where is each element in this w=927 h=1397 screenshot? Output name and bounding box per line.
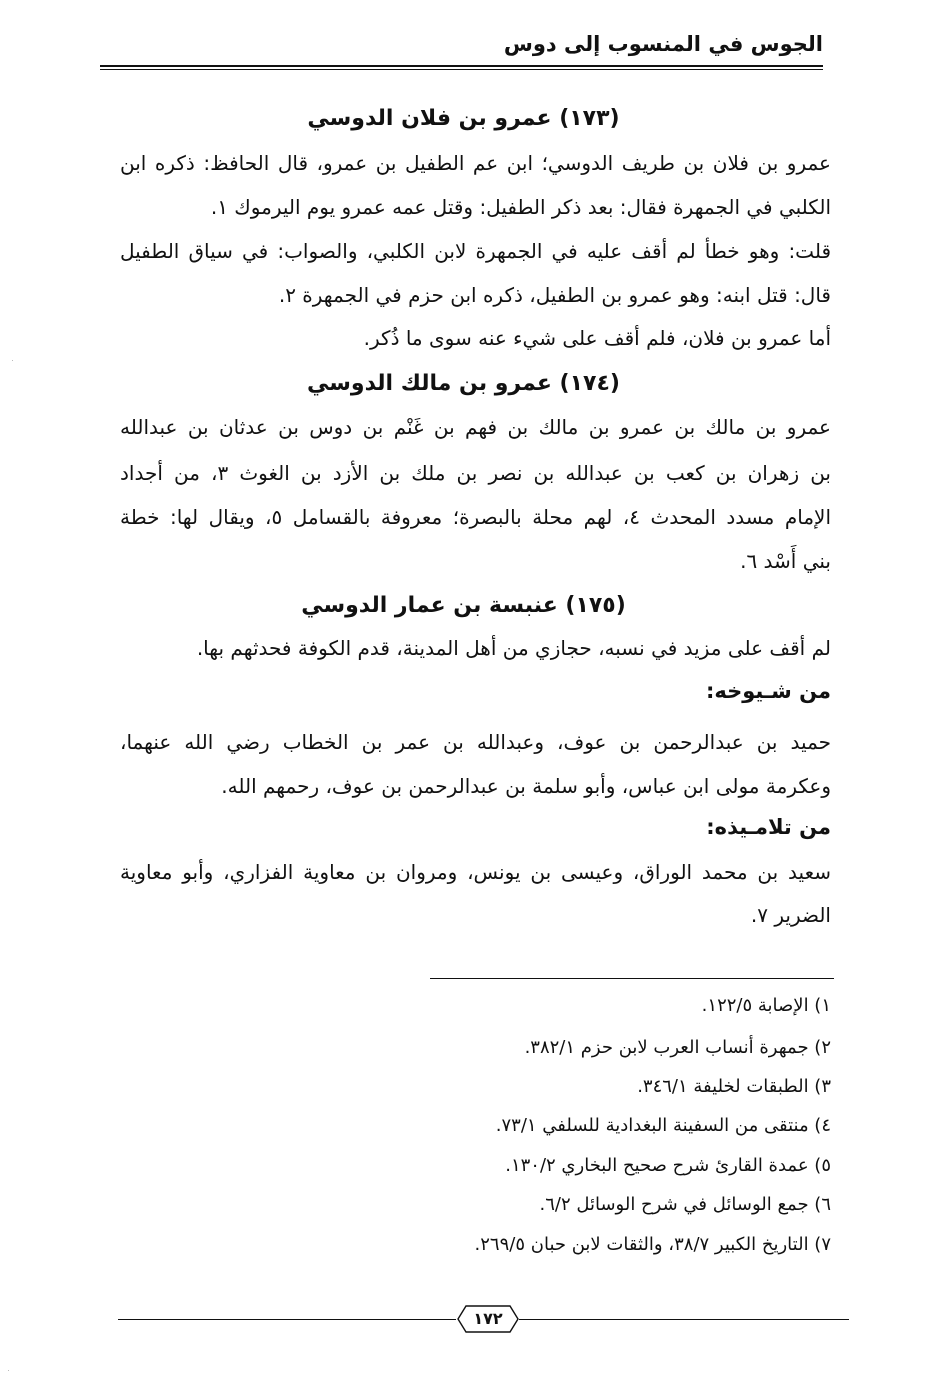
page-number: ١٧٢	[473, 1309, 503, 1328]
entry-174-line-2: بن زهران بن كعب بن عبدالله بن نصر بن ملك بن الأزد بن الغوث ٣، من أجداد	[120, 461, 831, 485]
entry-175-intro: لم أقف على مزيد في نسبه، حجازي من أهل المدينة، قدم الكوفة فحدثهم بها.	[196, 636, 831, 660]
teachers-label: من شـيوخه:	[705, 679, 831, 703]
entry-174-line-4: بني أَسْد ٦.	[740, 549, 831, 573]
entry-174-line-1: عمرو بن مالك بن عمرو بن مالك بن فهم بن غَنْم بن دوس بن عدثان بن عبدالله	[120, 415, 831, 439]
entry-173-line-5: أما عمرو بن فلان، فلم أقف على شيء عنه سوى ما ذُكر.	[363, 326, 831, 350]
header-rule-thin	[100, 69, 823, 70]
entry-173-line-2: الكلبي في الجمهرة فقال: بعد ذكر الطفيل: وقتل عمه عمرو يوم اليرموك ١.	[210, 195, 831, 219]
footnote-3: ٣) الطبقات لخليفة ٣٤٦/١.	[637, 1076, 831, 1097]
footnote-4: ٤) منتقى من السفينة البغدادية للسلفي ٧٣/١.	[495, 1115, 831, 1136]
entry-173-line-3: قلت: وهو خطأ لم أقف عليه في الجمهرة لابن الكلبي، والصواب: في سياق الطفيل	[120, 239, 831, 263]
scan-speck	[8, 1370, 9, 1371]
footnote-separator	[430, 978, 834, 979]
entry-173-line-4: قال: قتل ابنه: وهو عمرو بن الطفيل، ذكره ابن حزم في الجمهرة ٢.	[278, 283, 831, 307]
entry-174-line-3: الإمام مسدد المحدث ٤، لهم محلة بالبصرة؛ معروفة بالقسامل ٥، ويقال لها: خطة	[120, 505, 831, 529]
footnote-6: ٦) جمع الوسائل في شرح الوسائل ٦/٢.	[539, 1194, 831, 1215]
teachers-line-2: وعكرمة مولى ابن عباس، وأبو سلمة بن عبدالرحمن بن عوف، رحمهم الله.	[221, 774, 831, 798]
entry-heading-173: (١٧٣) عمرو بن فلان الدوسي	[307, 106, 620, 131]
students-line-1: سعيد بن محمد الوراق، وعيسى بن يونس، ومروان بن معاوية الفزاري، وأبو معاوية	[120, 860, 831, 884]
entry-173-line-1: عمرو بن فلان بن طريف الدوسي؛ ابن عم الطفيل بن عمرو، قال الحافظ: ذكره ابن	[120, 151, 831, 175]
header-rule-thick	[100, 65, 823, 67]
footer-rule-right	[519, 1319, 849, 1320]
students-line-2: الضرير ٧.	[750, 903, 831, 927]
teachers-line-1: حميد بن عبدالرحمن بن عوف، وعبدالله بن عمر بن الخطاب رضي الله عنهما،	[120, 730, 831, 754]
footnote-7: ٧) التاريخ الكبير ٣٨/٧، والثقات لابن حبان ٢٦٩/٥.	[474, 1234, 831, 1255]
footnote-1: ١) الإصابة ١٢٢/٥.	[701, 995, 831, 1016]
scan-speck	[12, 360, 13, 361]
entry-heading-174: (١٧٤) عمرو بن مالك الدوسي	[307, 371, 620, 396]
entry-heading-175: (١٧٥) عنبسة بن عمار الدوسي	[301, 593, 626, 618]
footnote-5: ٥) عمدة القارئ شرح صحيح البخاري ١٣٠/٢.	[505, 1155, 831, 1176]
running-head: الجوس في المنسوب إلى دوس	[503, 32, 823, 56]
footer-rule-left	[118, 1319, 456, 1320]
students-label: من تلامـيذه:	[706, 815, 831, 839]
footnote-2: ٢) جمهرة أنساب العرب لابن حزم ٣٨٢/١.	[524, 1037, 831, 1058]
